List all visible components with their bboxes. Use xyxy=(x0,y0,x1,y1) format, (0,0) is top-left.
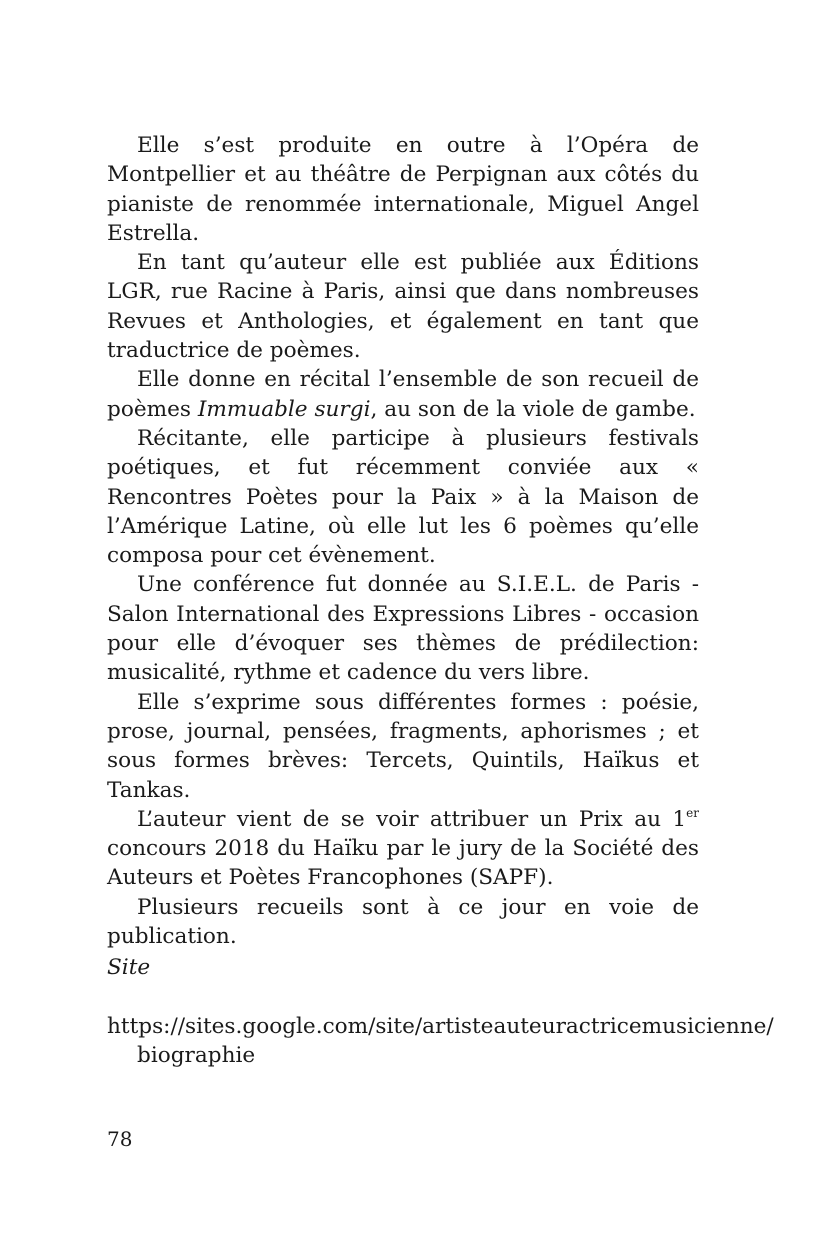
paragraph-recital-text-start: Elle donne en récital l’ensemble de son recueil de poèmes xyxy=(107,367,699,422)
paragraph-conference: Une conférence fut donnée au S.I.E.L. de Paris - Salon International des Expressions Libres - occasion pour elle d’évoquer ses thèmes de prédilection: musicalité, rythme et cadence du vers libre. xyxy=(107,572,699,686)
site-url-line-1: https://sites.google.com/site/artisteauteuractricemusicienne/ xyxy=(107,1014,774,1039)
site-url-line-2: biographie xyxy=(137,1043,256,1069)
main-text xyxy=(107,131,699,951)
paragraph-publications: En tant qu’auteur elle est publiée aux Éditions LGR, rue Racine à Paris, ainsi que dans nombreuses Revues et Anthologies, et également en tant que traductrice de poèmes. xyxy=(107,250,699,364)
paragraph-festivals: Récitante, elle participe à plusieurs festivals poétiques, et fut récemment conviée aux « Rencontres Poètes pour la Paix » à la Maison de l’Amérique Latine, où elle lut les 6 poèmes qu’elle composa pour cet évènement. xyxy=(107,425,699,569)
paragraph-upcoming: Plusieurs recueils sont à ce jour en voie de publication. xyxy=(107,894,699,950)
site-url xyxy=(107,1012,774,1071)
paragraph-forms: Elle s’exprime sous différentes formes : poésie, prose, journal, pensées, fragments, aphorismes ; et sous formes brèves: Tercets, Quintils, Haïkus et Tankas. xyxy=(107,689,699,803)
paragraph-prize-text-end: concours 2018 du Haïku par le jury de la Société des Auteurs et Poètes Francophones (SAPF). xyxy=(107,836,699,891)
page-number: 78 xyxy=(107,1127,133,1151)
paragraph-recital-text-end: , au son de la viole de gambe. xyxy=(370,396,696,422)
paragraph-recital xyxy=(107,365,699,424)
site-heading: Site xyxy=(107,955,151,980)
paragraph-opera: Elle s’est produite en outre à l’Opéra de Montpellier et au théâtre de Perpignan aux côtés du pianiste de renommée internationale, Miguel Angel Estrella. xyxy=(107,133,699,246)
ordinal-superscript: er xyxy=(686,805,699,820)
paragraph-prize-text-start: L’auteur vient de se voir attribuer un Prix au 1 xyxy=(137,806,687,832)
book-title: Immuable surgi xyxy=(197,396,371,422)
paragraph-prize xyxy=(107,805,699,893)
